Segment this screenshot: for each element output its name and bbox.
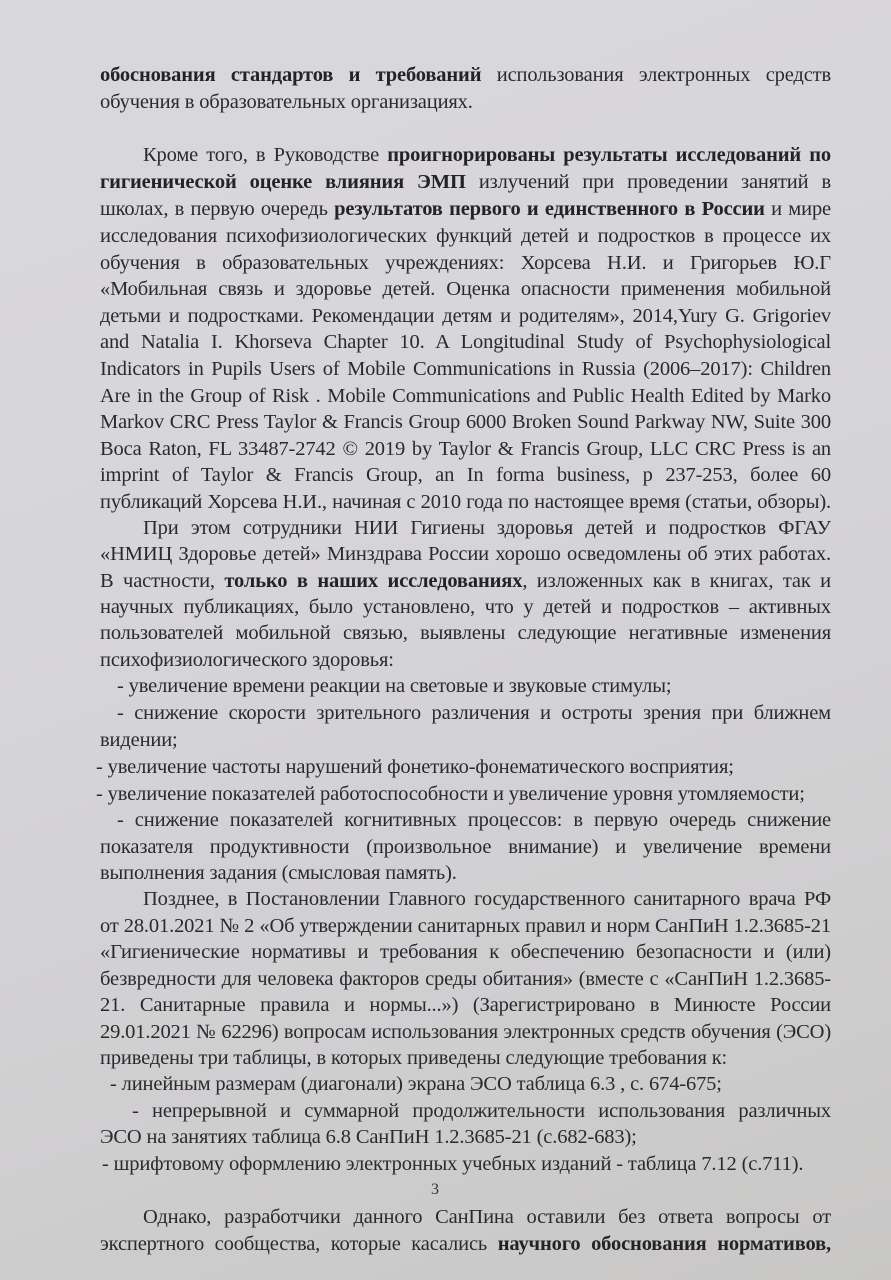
- bold-text-segment: результатов первого и единственного в России: [334, 198, 765, 220]
- text-segment: - шрифтовому оформлению электронных учебных изданий - таблица 7.12 (с.711).: [102, 1153, 804, 1175]
- text-segment: imprint of Taylor & Francis Group, an In forma business, p 237-253, более 60: [100, 464, 831, 486]
- text-line: [100, 939, 831, 965]
- text-line: [100, 541, 831, 567]
- text-segment: обучения в образовательных организациях.: [100, 91, 473, 113]
- text-segment: Boca Raton, FL 33487-2742 © 2019 by Taylor & Francis Group, LLC CRC Press is an: [100, 438, 831, 460]
- bold-text-segment: проигнорированы результаты исследований по: [387, 144, 831, 166]
- text-line: [110, 1071, 831, 1097]
- text-line: [117, 700, 831, 726]
- text-line: [100, 250, 831, 276]
- text-line: [100, 1045, 831, 1071]
- text-segment: Are in the Group of Risk . Mobile Communications and Public Health Edited by Marko: [100, 385, 831, 407]
- text-line: [117, 807, 831, 833]
- text-segment: школах, в первую очередь: [100, 198, 335, 220]
- text-segment: - линейным размерам (диагонали) экрана ЭСО таблица 6.3 , с. 674-675;: [110, 1073, 722, 1095]
- text-segment: от 28.01.2021 № 2 «Об утверждении санитарных правил и норм СанПиН 1.2.3685-21: [100, 915, 831, 937]
- text-segment: 21. Санитарные правила и нормы...») (Зарегистрировано в Минюсте России: [100, 994, 831, 1016]
- text-line: [100, 966, 831, 992]
- text-line: [100, 489, 831, 515]
- text-line: [100, 1124, 831, 1150]
- text-segment: «НМИЦ Здоровье детей» Минздрава России хорошо осведомлены об этих работах.: [100, 543, 831, 565]
- text-line: [100, 860, 831, 886]
- text-segment: выполнения задания (смысловая память).: [100, 862, 457, 884]
- text-line: [100, 834, 831, 860]
- text-line: [100, 462, 831, 488]
- text-line: [100, 647, 831, 673]
- text-line: [100, 436, 831, 462]
- text-line: [100, 1019, 831, 1045]
- text-segment: Позднее, в Постановлении Главного государственного санитарного врача РФ: [143, 888, 831, 910]
- text-line: [100, 409, 831, 435]
- text-segment: - непрерывной и суммарной продолжительности использования различных: [132, 1100, 831, 1122]
- text-segment: видении;: [100, 729, 178, 751]
- text-line: [100, 62, 831, 88]
- text-segment: показателя продуктивности (произвольное внимание) и увеличение времени: [100, 836, 831, 858]
- text-line: [100, 1231, 831, 1257]
- text-segment: использования электронных средств: [481, 64, 831, 86]
- text-segment: - увеличение частоты нарушений фонетико-фонематического восприятия;: [96, 756, 734, 778]
- bold-text-segment: гигиенической оценке влияния ЭМП: [100, 171, 466, 193]
- text-segment: излучений при проведении занятий в: [465, 171, 831, 193]
- text-line: [100, 568, 831, 594]
- text-line: [100, 620, 831, 646]
- text-segment: Markov CRC Press Taylor & Francis Group 6000 Broken Sound Parkway NW, Suite 300: [100, 411, 831, 433]
- text-segment: Indicators in Pupils Users of Mobile Communications in Russia (2006–2017): Children: [100, 358, 831, 380]
- text-line: [100, 89, 831, 115]
- bold-text-segment: только в наших исследованиях: [224, 570, 523, 592]
- text-segment: публикаций Хорсева Н.И., начиная с 2010 года по настоящее время (статьи, обзоры).: [100, 491, 831, 513]
- bold-text-segment: обоснования стандартов и требований: [100, 64, 482, 86]
- text-segment: , изложенных как в книгах, так и: [522, 570, 831, 592]
- text-segment: обучения в образовательных учреждениях: Хорсева Н.И. и Григорьев Ю.Г: [100, 252, 831, 274]
- text-segment: психофизиологического здоровья:: [100, 649, 394, 671]
- text-segment: - снижение показателей когнитивных процессов: в первую очередь снижение: [117, 809, 831, 831]
- text-line: [100, 303, 831, 329]
- text-segment: исследования психофизиологических функций детей и подростков в процессе их: [100, 225, 831, 247]
- text-line: [100, 594, 831, 620]
- page-number: 3: [431, 1181, 439, 1198]
- text-line: [96, 781, 831, 807]
- text-segment: При этом сотрудники НИИ Гигиены здоровья детей и подростков ФГАУ: [143, 517, 831, 539]
- text-segment: ЭСО на занятиях таблица 6.8 СанПиН 1.2.3685-21 (с.682-683);: [100, 1126, 637, 1148]
- text-segment: В частности,: [100, 570, 225, 592]
- text-line: [100, 992, 831, 1018]
- text-segment: научных публикациях, было установлено, что у детей и подростков – активных: [100, 596, 831, 618]
- text-line: [100, 727, 831, 753]
- text-segment: 29.01.2021 № 62296) вопросам использования электронных средств обучения (ЭСО): [100, 1021, 831, 1043]
- text-segment: пользователей мобильной связью, выявлены следующие негативные изменения: [100, 622, 831, 644]
- text-line: [143, 142, 831, 168]
- bold-text-segment: научного обоснования нормативов,: [497, 1233, 831, 1255]
- text-line: [100, 383, 831, 409]
- text-line: [100, 329, 831, 355]
- text-segment: and Natalia I. Khorseva Chapter 10. A Longitudinal Study of Psychophysiological: [100, 331, 831, 353]
- text-line: [96, 754, 831, 780]
- text-line: [100, 196, 831, 222]
- text-line: [117, 673, 831, 699]
- text-line: [100, 913, 831, 939]
- text-line: [100, 356, 831, 382]
- text-segment: и мире: [764, 198, 831, 220]
- text-line: [102, 1151, 831, 1177]
- text-line: [100, 223, 831, 249]
- text-segment: Кроме того, в Руководстве: [143, 144, 388, 166]
- text-segment: - увеличение времени реакции на световые и звуковые стимулы;: [117, 675, 672, 697]
- text-line: [100, 169, 831, 195]
- text-segment: безвредности для человека факторов среды обитания» (вместе с «СанПиН 1.2.3685-: [100, 968, 831, 990]
- text-line: [132, 1098, 831, 1124]
- text-segment: Однако, разработчики данного СанПина оставили без ответа вопросы от: [143, 1206, 831, 1228]
- text-segment: приведены три таблицы, в которых приведены следующие требования к:: [100, 1047, 728, 1069]
- text-line: [143, 515, 831, 541]
- text-line: [100, 276, 831, 302]
- text-segment: - снижение скорости зрительного различения и остроты зрения при ближнем: [117, 702, 831, 724]
- text-segment: «Мобильная связь и здоровье детей. Оценка опасности применения мобильной: [100, 278, 831, 300]
- text-line: [143, 886, 831, 912]
- text-segment: - увеличение показателей работоспособности и увеличение уровня утомляемости;: [96, 783, 805, 805]
- text-segment: детьми и подростками. Рекомендации детям и родителям», 2014,Yury G. Grigoriev: [100, 305, 831, 327]
- text-segment: экспертного сообщества, которые касались: [100, 1233, 498, 1255]
- text-segment: «Гигиенические нормативы и требования к обеспечению безопасности и (или): [100, 941, 831, 963]
- text-line: [143, 1204, 831, 1230]
